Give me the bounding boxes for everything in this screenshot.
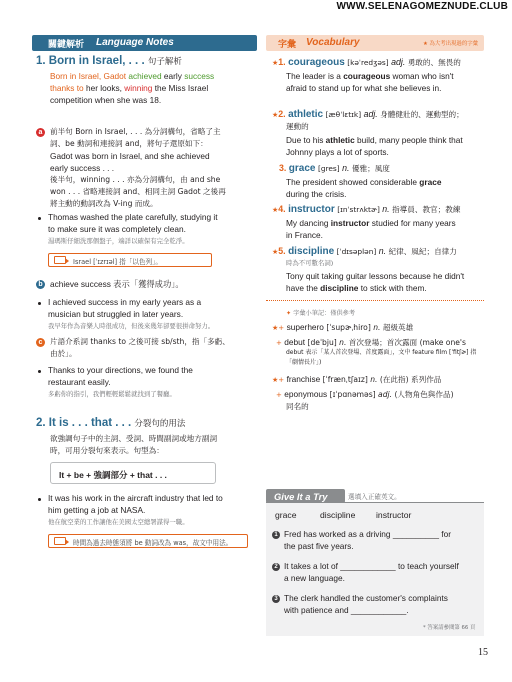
- note-c: 片語介系詞 thanks to 之後可接 sb/sth，指「多虧、 由於」。: [50, 337, 230, 358]
- tag-icon: [54, 256, 66, 264]
- mini-item-franchise: ★+ franchise [ˈfrænˌtʃaɪz] n. (在此指) 系列作品: [272, 374, 442, 384]
- section2-title-zh: 分裂句的用法: [134, 419, 186, 429]
- language-notes-header-en: Language Notes: [96, 37, 174, 48]
- question-2-number: 2: [272, 563, 280, 571]
- question-3: The clerk handled the customer's complaints with patience and ____________.: [284, 593, 448, 616]
- vocab-item-5-example: Tony quit taking guitar lessons because he didn't have the discipline to stick with them.: [286, 271, 465, 294]
- section1-sentence: Born in Israel, Gadot achieved early success thanks to her looks, winning the Miss Israel competition when she was 18.: [50, 71, 215, 106]
- example3-en: Thanks to your directions, we found the restaurant easily.: [48, 365, 193, 388]
- bullet-ex2: [38, 302, 41, 305]
- mini-item-superhero: ★+ superhero [ˈsupɚˌhiro] n. 超級英雄: [272, 322, 414, 332]
- vocab-item-1-head: ★1. courageous [kəˈredʒəs] adj. 勇敢的、無畏的: [272, 57, 461, 68]
- vocabulary-header-zh: 字彙: [278, 40, 297, 50]
- example3-zh: 多虧你的指引，我們輕輕鬆鬆就找到了餐廳。: [48, 390, 176, 398]
- mini-legend: ✦ 字彙小筆記：僅供參考: [286, 310, 356, 317]
- note-box-israel: Israel [ˈɪzrɪəl] 指「以色列」。: [48, 253, 212, 267]
- bullet-ex3: [38, 370, 41, 373]
- answer-footnote: * 答案請參閱第 66 頁: [423, 625, 476, 631]
- vocab-item-2-zh2: 運動的: [286, 122, 309, 131]
- document-page: [0, 14, 512, 682]
- vocabulary-header: [266, 35, 484, 51]
- note-b: achieve success 表示「獲得成功」。: [50, 279, 184, 289]
- word-bank-discipline: discipline: [320, 510, 356, 520]
- vocab-item-5-head: ★5. discipline [ˈdɪsəplən] n. 紀律、風紀；自律力: [272, 246, 457, 257]
- section2-desc: 欲強調句子中的主詞、受詞、時間副詞或地方副詞 時，可用分裂句來表示。句型為：: [50, 434, 218, 455]
- vocab-item-4-head: ★4. instructor [ɪnˈstrʌktɚ] n. 指導員、教官；教練: [272, 204, 461, 215]
- example4-en: It was his work in the aircraft industry that led to him getting a job at NASA.: [48, 493, 223, 516]
- formula-box: It + be + 強調部分 + that . . .: [50, 462, 216, 484]
- note-a-en: Gadot was born in Israel, and she achieved early success . . .: [50, 151, 210, 174]
- give-it-a-try-divider: [266, 502, 484, 503]
- badge-c: c: [36, 338, 45, 347]
- give-it-a-try-header: Give It a Try: [266, 489, 345, 503]
- vocab-item-2-example: Due to his athletic build, many people think that Johnny plays a lot of sports.: [286, 135, 463, 158]
- badge-a: a: [36, 128, 45, 137]
- example2-zh: 我早年作為音樂人時很成功，但後來幾年卻要很拼命努力。: [48, 322, 215, 330]
- section1-title: [36, 55, 182, 67]
- tag-icon: [54, 537, 66, 545]
- give-it-a-try-instruction: 選填入正確英文。: [348, 493, 401, 501]
- vocabulary-header-note: ★ 為大考出現過的字彙: [422, 41, 478, 47]
- bullet-ex4: [38, 498, 41, 501]
- mini-item-eponymous: + eponymous [ɪˈpɑnəməs] adj. (人物角色與作品): [276, 389, 454, 399]
- language-notes-header-zh: 關鍵解析: [48, 40, 85, 50]
- note-a-zh2: 後半句，winning . . . 亦為分詞構句，由 and she won . . . 省略連接詞 and、相同主詞 Gadot 之後再 將主動的動詞改為 V-ing 而成。: [50, 175, 226, 208]
- mini-item-debut: + debut [deˈbju] n. 首次登場；首次露面 (make one's: [276, 337, 466, 347]
- note-box-was: 時間為過去時態須將 be 動詞改為 was，故文中用法。: [48, 534, 248, 548]
- section2-title-en: 2. It is . . . that . . .: [36, 417, 132, 429]
- vocab-item-2-head: ★2. athletic [æθˈlɛtɪk] adj. 身體健壯的、運動型的；: [272, 109, 464, 120]
- example4-zh: 他在航空業的工作讓他在美國太空總署謀得一職。: [48, 518, 189, 526]
- question-2: It takes a lot of ____________ to teach yourself a new language.: [284, 561, 459, 584]
- example1-en: Thomas washed the plate carefully, studying it to make sure it was completely clean.: [48, 212, 218, 235]
- vocab-item-5-zh2: 時為不可數名詞): [286, 259, 334, 267]
- question-3-number: 3: [272, 595, 280, 603]
- word-bank-grace: grace: [275, 510, 297, 520]
- vocabulary-header-en: Vocabulary: [306, 37, 360, 48]
- word-bank-instructor: instructor: [376, 510, 412, 520]
- section1-title-en: 1. Born in Israel, . . .: [36, 55, 145, 67]
- question-1-number: 1: [272, 531, 280, 539]
- vocab-item-3-head: 3. grace [ɡres] n. 優雅；風度: [279, 163, 390, 174]
- mini-item-eponymous-zh2: 同名的: [286, 402, 309, 411]
- note-a-zh: 前半句 Born in Israel, . . . 為分詞構句，省略了主 詞、be 動詞和連接詞 and，將句子還原如下：: [50, 127, 221, 148]
- vocab-item-4-example: My dancing instructor studied for many years in France.: [286, 218, 456, 241]
- example1-zh: 湯瑪斯仔細洗那個盤子，端詳以確保有完全乾淨。: [48, 237, 189, 245]
- page-number: 15: [478, 647, 488, 658]
- vocab-item-1-example: The leader is a courageous woman who isn't afraid to stand up for what she believes in.: [286, 71, 454, 94]
- watermark-text: WWW.SELENAGOMEZNUDE.CLUB: [336, 1, 508, 12]
- badge-b: b: [36, 280, 45, 289]
- example2-en: I achieved success in my early years as a musician but struggled in later years.: [48, 297, 202, 320]
- section2-title: [36, 417, 185, 429]
- section1-title-zh: 句子解析: [147, 57, 182, 67]
- vocab-item-3-example: The president showed considerable grace during the crisis.: [286, 177, 442, 200]
- question-1: Fred has worked as a driving __________ for the past five years.: [284, 529, 451, 552]
- language-notes-header: [32, 35, 257, 51]
- top-strip: [0, 0, 512, 14]
- mini-item-debut-note: debut 表示「某人首次登場、首度露面」，文中 feature film [ˈfitʃɚ] 指 「劇情長片」): [286, 349, 477, 366]
- dotted-divider: [266, 300, 484, 301]
- bullet-ex1: [38, 217, 41, 220]
